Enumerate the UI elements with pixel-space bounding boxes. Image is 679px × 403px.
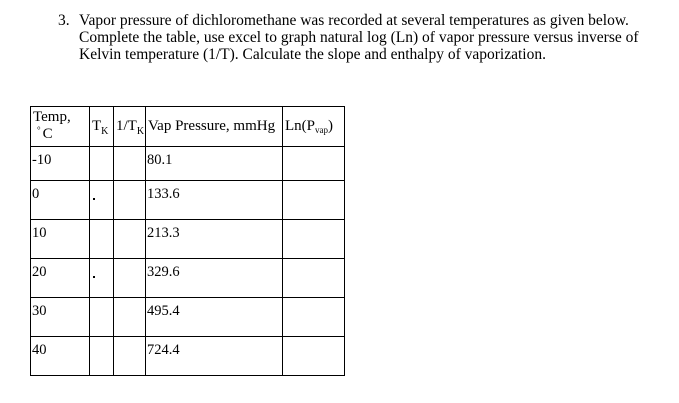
cell-ln-pvap[interactable]	[283, 147, 345, 181]
vapor-pressure-table	[30, 106, 345, 376]
cell-pressure: 133.6	[146, 181, 283, 220]
cell-temp: -10	[31, 147, 90, 181]
cell-temp-kelvin[interactable]	[90, 220, 114, 259]
cell-inverse-temp[interactable]	[114, 337, 146, 376]
cell-inverse-temp[interactable]	[114, 181, 146, 220]
question-line-1: Vapor pressure of dichloromethane was recorded at several temperatures as given below.	[79, 12, 629, 29]
cell-pressure: 724.4	[146, 337, 283, 376]
cell-temp-kelvin[interactable]	[90, 337, 114, 376]
cell-pressure: 495.4	[146, 298, 283, 337]
cell-ln-pvap[interactable]	[283, 181, 345, 220]
cell-inverse-temp[interactable]	[114, 298, 146, 337]
cell-mark	[93, 198, 95, 200]
question-line-3: Kelvin temperature (1/T). Calculate the slope and enthalpy of vaporization.	[79, 46, 546, 63]
cell-inverse-temp[interactable]	[114, 220, 146, 259]
header-vapor-pressure: Vap Pressure, mmHg	[146, 107, 283, 147]
table-row	[31, 259, 345, 298]
cell-mark	[93, 276, 95, 278]
table-header-row	[31, 107, 345, 147]
cell-temp-kelvin[interactable]	[90, 147, 114, 181]
header-inverse-temp: $1/T_K$	[114, 107, 146, 147]
table-row	[31, 147, 345, 181]
cell-temp: 20	[31, 259, 90, 298]
table-row	[31, 220, 345, 259]
cell-ln-pvap[interactable]	[283, 337, 345, 376]
cell-temp-kelvin[interactable]	[90, 181, 114, 220]
table-row	[31, 181, 345, 220]
cell-inverse-temp[interactable]	[114, 147, 146, 181]
cell-temp: 30	[31, 298, 90, 337]
cell-temp: 10	[31, 220, 90, 259]
header-temp-celsius: Temp,° C	[31, 107, 90, 147]
header-temp-kelvin: $T_K$	[90, 107, 114, 147]
question-block	[58, 12, 673, 63]
question-text	[79, 12, 673, 63]
table-row	[31, 298, 345, 337]
cell-pressure: 213.3	[146, 220, 283, 259]
cell-temp-kelvin[interactable]	[90, 298, 114, 337]
cell-pressure: 80.1	[146, 147, 283, 181]
cell-temp: 40	[31, 337, 90, 376]
question-number: 3.	[58, 12, 70, 29]
table-row	[31, 337, 345, 376]
question-line-2: Complete the table, use excel to graph natural log (Ln) of vapor pressure versus inverse of	[79, 29, 639, 46]
cell-pressure: 329.6	[146, 259, 283, 298]
cell-temp: 0	[31, 181, 90, 220]
cell-ln-pvap[interactable]	[283, 298, 345, 337]
header-ln-pvap: $Ln(P_{vap})$	[283, 107, 345, 147]
cell-ln-pvap[interactable]	[283, 220, 345, 259]
cell-inverse-temp[interactable]	[114, 259, 146, 298]
cell-ln-pvap[interactable]	[283, 259, 345, 298]
cell-temp-kelvin[interactable]	[90, 259, 114, 298]
